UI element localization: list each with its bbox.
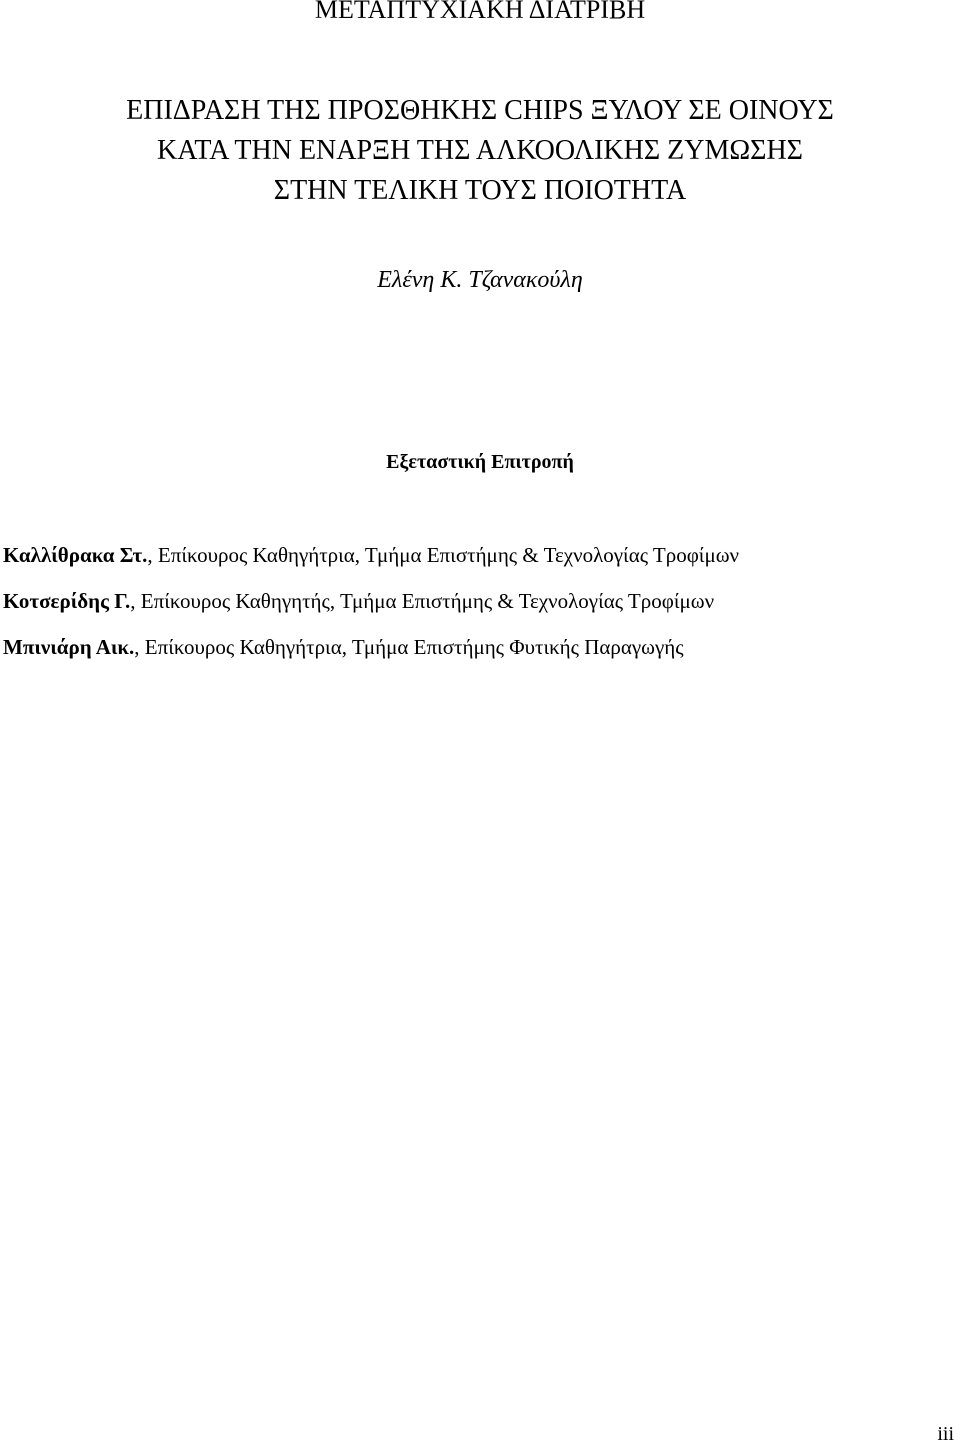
page-number: iii — [937, 1423, 954, 1445]
committee-member — [3, 532, 958, 578]
document-type-heading: ΜΕΤΑΠΤΥΧΙΑΚΗ ΔΙΑΤΡΙΒΗ — [314, 0, 646, 24]
thesis-title-line-2: ΚΑΤΑ ΤΗΝ ΕΝΑΡΞΗ ΤΗΣ ΑΛΚΟΟΛΙΚΗΣ ΖΥΜΩΣΗΣ — [157, 135, 803, 166]
thesis-title-line-3: ΣΤΗΝ ΤΕΛΙΚΗ ΤΟΥΣ ΠΟΙΟΤΗΤΑ — [273, 175, 687, 206]
member-name: Κοτσερίδης Γ. — [3, 589, 131, 613]
thesis-title-line-1: ΕΠΙΔΡΑΣΗ ΤΗΣ ΠΡΟΣΘΗΚΗΣ CHIPS ΞΥΛΟΥ ΣΕ ΟΙΝΟΥΣ — [126, 95, 834, 126]
member-role: , Επίκουρος Καθηγητής, Τμήμα Επιστήμης & Τεχνολογίας Τροφίμων — [130, 589, 715, 613]
committee-member — [3, 578, 958, 624]
member-role: , Επίκουρος Καθηγήτρια, Τμήμα Επιστήμης Φυτικής Παραγωγής — [134, 635, 684, 659]
committee-members-list — [3, 532, 958, 670]
committee-heading: Εξεταστική Επιτροπή — [386, 451, 574, 473]
member-name: Μπινιάρη Αικ. — [3, 635, 135, 659]
thesis-title — [0, 91, 960, 211]
author-name: Ελένη Κ. Τζανακούλη — [377, 267, 583, 293]
member-role: , Επίκουρος Καθηγήτρια, Τμήμα Επιστήμης & Τεχνολογίας Τροφίμων — [147, 543, 740, 567]
committee-member — [3, 624, 958, 670]
member-name: Καλλίθρακα Στ. — [3, 543, 148, 567]
